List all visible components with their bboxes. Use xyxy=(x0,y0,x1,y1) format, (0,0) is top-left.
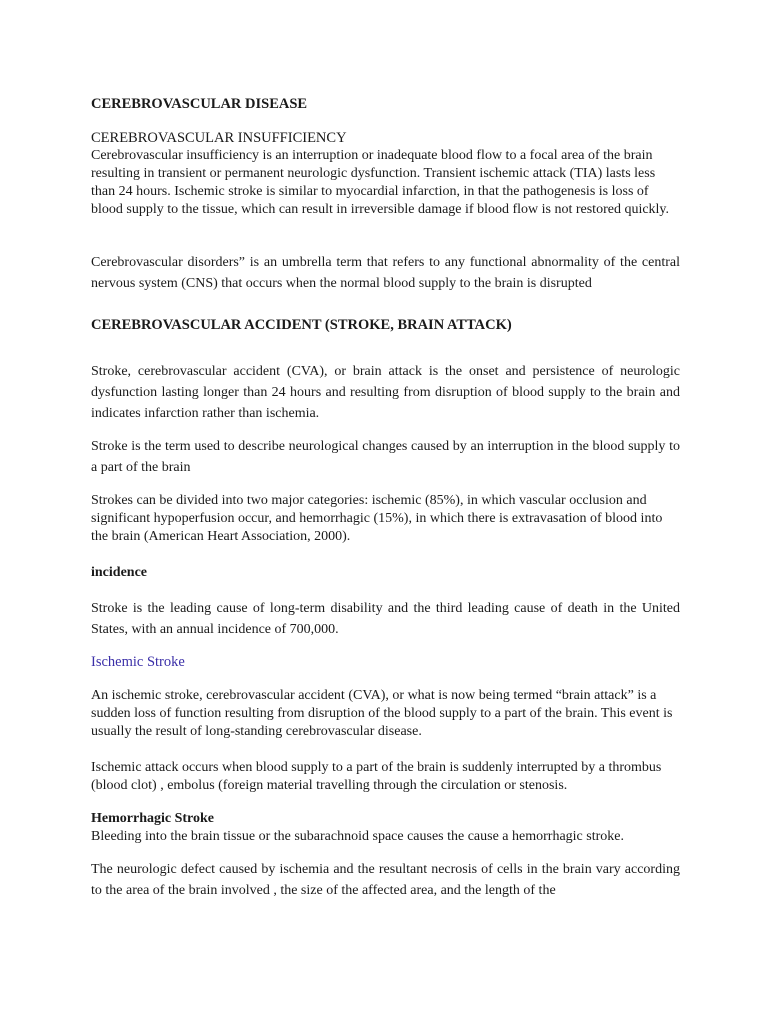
ischemic-paragraph-2: Ischemic attack occurs when blood supply to a part of the brain is suddenly interrupted by a thrombus (blood clot) , embolus (foreign material travelling through the circulation or stenosis. xyxy=(91,760,662,793)
incidence-paragraph: Stroke is the leading cause of long-term disability and the third leading cause of death in the United States, with an annual incidence of 700,000. xyxy=(91,601,680,637)
hemorrhagic-paragraph-2: The neurologic defect caused by ischemia and the resultant necrosis of cells in the brain vary according to the area of the brain involved , the size of the affected area, and the length of the xyxy=(91,862,680,898)
accident-paragraph-1: Stroke, cerebrovascular accident (CVA), or brain attack is the onset and persistence of neurologic dysfunction lasting longer than 24 hours and resulting from disruption of blood supply to the brain and indicates infarction rather than ischemia. xyxy=(91,364,680,421)
accident-paragraph-2: Stroke is the term used to describe neurological changes caused by an interruption in the blood supply to a part of the brain xyxy=(91,439,680,475)
hemorrhagic-paragraph-1: Bleeding into the brain tissue or the subarachnoid space causes the cause a hemorrhagic stroke. xyxy=(91,829,624,844)
ischemic-stroke-heading: Ischemic Stroke xyxy=(91,654,185,670)
insufficiency-heading: CEREBROVASCULAR INSUFFICIENCY xyxy=(91,130,347,146)
accident-paragraph-3: Strokes can be divided into two major categories: ischemic (85%), in which vascular occlusion and significant hypoperfusion occur, and hemorrhagic (15%), in which there is extravasation of blood into the brain (American Heart Association, 2000). xyxy=(91,493,663,544)
ischemic-paragraph-1: An ischemic stroke, cerebrovascular accident (CVA), or what is now being termed “brain attack” is a sudden loss of function resulting from disruption of the blood supply to a part of the brain. This event is usually the result of long-standing cerebrovascular disease. xyxy=(91,688,673,739)
hemorrhagic-stroke-heading: Hemorrhagic Stroke xyxy=(91,811,214,826)
incidence-heading: incidence xyxy=(91,565,147,580)
document-title: CEREBROVASCULAR DISEASE xyxy=(91,96,308,112)
insufficiency-paragraph: Cerebrovascular insufficiency is an interruption or inadequate blood flow to a focal area of the brain resulting in transient or permanent neurologic dysfunction. Transient ischemic attack (TIA) lasts less than 24 hours. Ischemic stroke is similar to myocardial infarction, in that the pathogenesis is loss of blood supply to the tissue, which can result in irreversible damage if blood flow is not restored quickly. xyxy=(91,148,670,217)
accident-heading: CEREBROVASCULAR ACCIDENT (STROKE, BRAIN ATTACK) xyxy=(91,317,512,333)
disorders-paragraph: Cerebrovascular disorders” is an umbrella term that refers to any functional abnormality of the central nervous system (CNS) that occurs when the normal blood supply to the brain is disrupted xyxy=(91,255,680,291)
